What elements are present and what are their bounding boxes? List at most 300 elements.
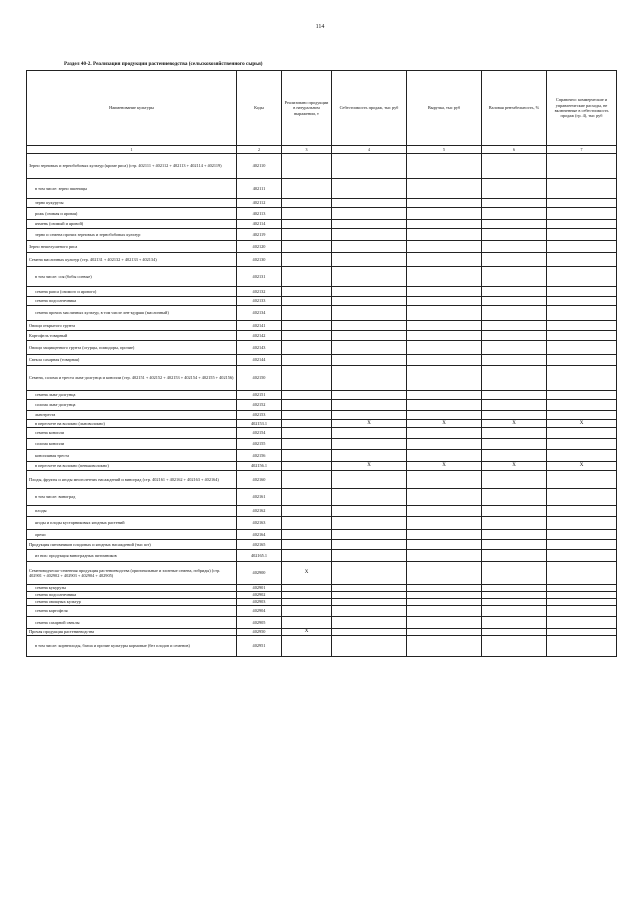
empty-cell xyxy=(282,606,332,617)
empty-cell xyxy=(282,241,332,253)
empty-cell xyxy=(547,297,617,306)
empty-cell xyxy=(547,391,617,400)
empty-cell xyxy=(407,629,482,636)
empty-cell xyxy=(282,428,332,439)
row-code: 402905 xyxy=(237,617,282,629)
empty-cell xyxy=(547,341,617,355)
col-header-volume: Реализовано продукции в натуральном выражении, т xyxy=(282,71,332,146)
empty-cell xyxy=(547,550,617,562)
empty-cell xyxy=(547,253,617,267)
empty-cell xyxy=(332,366,407,391)
empty-cell xyxy=(482,321,547,331)
empty-cell xyxy=(282,331,332,341)
row-name: семена рапса (озимого и ярового) xyxy=(27,287,237,297)
empty-cell xyxy=(282,321,332,331)
empty-cell xyxy=(482,306,547,321)
empty-cell xyxy=(482,562,547,585)
empty-cell xyxy=(407,540,482,550)
empty-cell xyxy=(282,306,332,321)
empty-cell xyxy=(547,592,617,599)
row-name: в том числе: зерно пшеницы xyxy=(27,179,237,199)
row-name: семена подсолнечника xyxy=(27,297,237,306)
row-name: Семена, солома и треста льна-долгунца и конопли (стр. 402151 + 402152 + 402153 + 402154 + 402155 + 402156) xyxy=(27,366,237,391)
row-name: Продукция питомников плодовых и ягодных насаждений (тыс шт) xyxy=(27,540,237,550)
row-code: 402133 xyxy=(237,297,282,306)
empty-cell xyxy=(407,267,482,287)
row-code: 402114 xyxy=(237,220,282,229)
row-name: зерно кукурузы xyxy=(27,199,237,208)
empty-cell xyxy=(482,530,547,540)
empty-cell xyxy=(332,562,407,585)
empty-cell xyxy=(282,253,332,267)
empty-cell xyxy=(482,400,547,411)
row-code: 402155 xyxy=(237,439,282,450)
empty-cell xyxy=(547,321,617,331)
row-name: в пересчете на волокно (пеньковолокно) xyxy=(27,462,237,471)
row-code: 402901 xyxy=(237,585,282,592)
empty-cell xyxy=(282,462,332,471)
row-name: семена конопли xyxy=(27,428,237,439)
table-row xyxy=(27,411,617,420)
col-number: 3 xyxy=(282,146,332,154)
empty-cell xyxy=(482,540,547,550)
empty-cell xyxy=(547,439,617,450)
empty-cell xyxy=(282,506,332,517)
empty-cell xyxy=(482,267,547,287)
table-row xyxy=(27,550,617,562)
empty-cell xyxy=(547,530,617,540)
empty-cell xyxy=(282,540,332,550)
empty-cell xyxy=(407,428,482,439)
empty-cell xyxy=(407,617,482,629)
col-header-margin: Валовая рентабельность, % xyxy=(482,71,547,146)
row-code: 402156.1 xyxy=(237,462,282,471)
empty-cell xyxy=(332,450,407,462)
empty-cell xyxy=(407,306,482,321)
col-number: 7 xyxy=(547,146,617,154)
row-code: 402154 xyxy=(237,428,282,439)
empty-cell xyxy=(332,297,407,306)
empty-cell xyxy=(407,321,482,331)
empty-cell xyxy=(482,439,547,450)
empty-cell xyxy=(407,179,482,199)
empty-cell xyxy=(482,450,547,462)
empty-cell xyxy=(282,439,332,450)
empty-cell xyxy=(282,530,332,540)
row-code: 402110 xyxy=(237,154,282,179)
empty-cell xyxy=(482,297,547,306)
row-code: 402112 xyxy=(237,199,282,208)
empty-cell xyxy=(407,287,482,297)
empty-cell xyxy=(282,154,332,179)
empty-cell xyxy=(547,287,617,297)
empty-cell xyxy=(482,366,547,391)
row-name: Зерно зерновых и зернобобовых культур (кроме риса) (стр. 402111 + 402112 + 402113 + 402114 + 402119) xyxy=(27,154,237,179)
empty-cell xyxy=(332,331,407,341)
empty-cell xyxy=(332,506,407,517)
empty-cell xyxy=(332,592,407,599)
table-row xyxy=(27,489,617,506)
column-number-row xyxy=(27,146,617,154)
table-row xyxy=(27,355,617,366)
table-row xyxy=(27,540,617,550)
empty-cell xyxy=(482,629,547,636)
empty-cell xyxy=(332,229,407,241)
empty-cell xyxy=(332,550,407,562)
empty-cell xyxy=(332,400,407,411)
empty-cell xyxy=(547,506,617,517)
empty-cell xyxy=(282,229,332,241)
row-code: 402164 xyxy=(237,530,282,540)
empty-cell xyxy=(332,428,407,439)
x-mark: Х xyxy=(332,462,407,471)
empty-cell xyxy=(407,517,482,530)
empty-cell xyxy=(332,489,407,506)
empty-cell xyxy=(332,154,407,179)
empty-cell xyxy=(332,241,407,253)
table-row xyxy=(27,154,617,179)
table-row xyxy=(27,462,617,471)
empty-cell xyxy=(547,411,617,420)
empty-cell xyxy=(547,208,617,220)
empty-cell xyxy=(547,562,617,585)
row-name: рожь (озимая и яровая) xyxy=(27,208,237,220)
table-row xyxy=(27,599,617,606)
empty-cell xyxy=(482,489,547,506)
empty-cell xyxy=(407,530,482,540)
table-row xyxy=(27,321,617,331)
empty-cell xyxy=(547,366,617,391)
empty-cell xyxy=(332,530,407,540)
empty-cell xyxy=(332,617,407,629)
empty-cell xyxy=(482,154,547,179)
empty-cell xyxy=(332,321,407,331)
empty-cell xyxy=(547,428,617,439)
empty-cell xyxy=(282,420,332,428)
empty-cell xyxy=(407,366,482,391)
empty-cell xyxy=(547,450,617,462)
row-code: 402152 xyxy=(237,400,282,411)
empty-cell xyxy=(332,287,407,297)
x-mark: Х xyxy=(332,420,407,428)
col-header-code: Коды xyxy=(237,71,282,146)
row-code: 402950 xyxy=(237,629,282,636)
empty-cell xyxy=(547,220,617,229)
empty-cell xyxy=(547,617,617,629)
section-title: Раздел 40-2. Реализация продукции растениеводства (сельскохозяйственного сырья) xyxy=(64,61,263,67)
empty-cell xyxy=(332,540,407,550)
row-code: 402161 xyxy=(237,489,282,506)
row-code: 402131 xyxy=(237,267,282,287)
table-row xyxy=(27,331,617,341)
table-row xyxy=(27,306,617,321)
table-row xyxy=(27,617,617,629)
empty-cell xyxy=(407,297,482,306)
empty-cell xyxy=(282,636,332,657)
empty-cell xyxy=(547,599,617,606)
empty-cell xyxy=(282,199,332,208)
empty-cell xyxy=(407,489,482,506)
empty-cell xyxy=(332,517,407,530)
empty-cell xyxy=(282,592,332,599)
empty-cell xyxy=(482,287,547,297)
empty-cell xyxy=(482,241,547,253)
empty-cell xyxy=(547,585,617,592)
empty-cell xyxy=(547,267,617,287)
table-row xyxy=(27,287,617,297)
empty-cell xyxy=(282,366,332,391)
empty-cell xyxy=(482,208,547,220)
empty-cell xyxy=(332,179,407,199)
table-row xyxy=(27,439,617,450)
row-code: 402900 xyxy=(237,562,282,585)
empty-cell xyxy=(547,606,617,617)
row-code: 402904 xyxy=(237,606,282,617)
row-name: льнотреста xyxy=(27,411,237,420)
empty-cell xyxy=(407,471,482,489)
row-code: 402165 xyxy=(237,540,282,550)
row-name: в том числе: виноград xyxy=(27,489,237,506)
table-row xyxy=(27,606,617,617)
row-name: Семена масличных культур (стр. 402131 + 402132 + 402133 + 402134) xyxy=(27,253,237,267)
empty-cell xyxy=(407,220,482,229)
empty-cell xyxy=(482,391,547,400)
empty-cell xyxy=(482,617,547,629)
empty-cell xyxy=(482,599,547,606)
empty-cell xyxy=(282,341,332,355)
empty-cell xyxy=(482,506,547,517)
row-code: 402156 xyxy=(237,450,282,462)
empty-cell xyxy=(282,220,332,229)
table-row xyxy=(27,241,617,253)
row-code: 402165.1 xyxy=(237,550,282,562)
empty-cell xyxy=(547,489,617,506)
row-code: 402111 xyxy=(237,179,282,199)
empty-cell xyxy=(282,489,332,506)
row-code: 402903 xyxy=(237,599,282,606)
col-number: 5 xyxy=(407,146,482,154)
row-name: Плоды, фрукты и ягоды многолетних насаждений и виноград (стр. 402161 + 402162 + 402163 + 402164) xyxy=(27,471,237,489)
col-number: 1 xyxy=(27,146,237,154)
x-mark: Х xyxy=(547,420,617,428)
empty-cell xyxy=(282,450,332,462)
x-mark: Х xyxy=(482,462,547,471)
empty-cell xyxy=(407,208,482,220)
row-code: 402142 xyxy=(237,331,282,341)
empty-cell xyxy=(407,241,482,253)
empty-cell xyxy=(482,355,547,366)
row-name: из них: продукция виноградных питомников xyxy=(27,550,237,562)
col-header-cost: Себестоимость продаж, тыс руб xyxy=(332,71,407,146)
row-name: семена картофеля xyxy=(27,606,237,617)
empty-cell xyxy=(407,606,482,617)
table-row xyxy=(27,341,617,355)
table-row xyxy=(27,530,617,540)
empty-cell xyxy=(482,517,547,530)
row-name: Картофель товарный xyxy=(27,331,237,341)
empty-cell xyxy=(407,253,482,267)
table-row xyxy=(27,562,617,585)
table-row xyxy=(27,253,617,267)
empty-cell xyxy=(332,267,407,287)
row-code: 402153.1 xyxy=(237,420,282,428)
empty-cell xyxy=(332,585,407,592)
empty-cell xyxy=(407,592,482,599)
row-name: солома конопли xyxy=(27,439,237,450)
empty-cell xyxy=(482,411,547,420)
col-header-revenue: Выручка, тыс руб xyxy=(407,71,482,146)
empty-cell xyxy=(332,355,407,366)
empty-cell xyxy=(332,253,407,267)
row-name: Свекла сахарная (товарная) xyxy=(27,355,237,366)
empty-cell xyxy=(407,391,482,400)
empty-cell xyxy=(407,585,482,592)
empty-cell xyxy=(332,208,407,220)
empty-cell xyxy=(282,585,332,592)
empty-cell xyxy=(482,606,547,617)
row-name: семена кукурузы xyxy=(27,585,237,592)
empty-cell xyxy=(407,636,482,657)
empty-cell xyxy=(482,331,547,341)
row-code: 402130 xyxy=(237,253,282,267)
empty-cell xyxy=(482,179,547,199)
empty-cell xyxy=(407,229,482,241)
table-row xyxy=(27,636,617,657)
x-mark: Х xyxy=(282,562,332,585)
col-number: 6 xyxy=(482,146,547,154)
row-code: 402951 xyxy=(237,636,282,657)
table-row xyxy=(27,517,617,530)
table-row xyxy=(27,179,617,199)
empty-cell xyxy=(332,391,407,400)
x-mark: Х xyxy=(482,420,547,428)
row-name: семена льна-долгунца xyxy=(27,391,237,400)
table-row xyxy=(27,267,617,287)
empty-cell xyxy=(282,400,332,411)
x-mark: Х xyxy=(282,629,332,636)
table-body xyxy=(27,154,617,657)
empty-cell xyxy=(407,550,482,562)
empty-cell xyxy=(547,629,617,636)
row-code: 402141 xyxy=(237,321,282,331)
empty-cell xyxy=(282,287,332,297)
empty-cell xyxy=(282,208,332,220)
empty-cell xyxy=(407,199,482,208)
empty-cell xyxy=(407,411,482,420)
empty-cell xyxy=(332,341,407,355)
col-number: 2 xyxy=(237,146,282,154)
row-name: семена прочих масличных культур, в том числе лен-кудряш (масличный) xyxy=(27,306,237,321)
row-name: орехи xyxy=(27,530,237,540)
table-row xyxy=(27,297,617,306)
empty-cell xyxy=(547,241,617,253)
empty-cell xyxy=(282,411,332,420)
row-name: Семеноводческо-семенная продукция растениеводства (оригинальные и элитные семена, гибриды) (стр. 402901 + 402902 + 402903 + 402904 + 402905) xyxy=(27,562,237,585)
row-name: ягоды и плоды кустарниковых ягодных растений xyxy=(27,517,237,530)
table-row xyxy=(27,229,617,241)
row-code: 402902 xyxy=(237,592,282,599)
header-row xyxy=(27,71,617,146)
x-mark: Х xyxy=(407,462,482,471)
empty-cell xyxy=(482,220,547,229)
empty-cell xyxy=(482,199,547,208)
empty-cell xyxy=(282,297,332,306)
empty-cell xyxy=(282,599,332,606)
empty-cell xyxy=(282,550,332,562)
empty-cell xyxy=(547,355,617,366)
col-number: 4 xyxy=(332,146,407,154)
table-row xyxy=(27,428,617,439)
row-code: 402150 xyxy=(237,366,282,391)
table-row xyxy=(27,366,617,391)
table-row xyxy=(27,506,617,517)
row-name: солома льна-долгунца xyxy=(27,400,237,411)
x-mark: Х xyxy=(407,420,482,428)
row-name: семена подсолнечника xyxy=(27,592,237,599)
empty-cell xyxy=(282,179,332,199)
row-code: 402132 xyxy=(237,287,282,297)
row-code: 402144 xyxy=(237,355,282,366)
row-code: 402119 xyxy=(237,229,282,241)
empty-cell xyxy=(482,229,547,241)
empty-cell xyxy=(547,154,617,179)
row-code: 402160 xyxy=(237,471,282,489)
table-row xyxy=(27,391,617,400)
table-row xyxy=(27,471,617,489)
empty-cell xyxy=(547,636,617,657)
empty-cell xyxy=(407,341,482,355)
empty-cell xyxy=(547,229,617,241)
empty-cell xyxy=(282,355,332,366)
empty-cell xyxy=(547,199,617,208)
empty-cell xyxy=(547,540,617,550)
empty-cell xyxy=(407,450,482,462)
row-name: семена сахарной свеклы xyxy=(27,617,237,629)
table-row xyxy=(27,592,617,599)
table-row xyxy=(27,629,617,636)
row-name: Овощи защищенного грунта (огурцы, помидоры, прочие) xyxy=(27,341,237,355)
empty-cell xyxy=(482,471,547,489)
empty-cell xyxy=(332,411,407,420)
empty-cell xyxy=(282,267,332,287)
empty-cell xyxy=(332,629,407,636)
empty-cell xyxy=(407,331,482,341)
row-name: ячмень (озимый и яровой) xyxy=(27,220,237,229)
row-name: зерно и семена прочих зерновых и зернобобовых культур xyxy=(27,229,237,241)
row-name: Зерно нешелушеного риса xyxy=(27,241,237,253)
empty-cell xyxy=(282,617,332,629)
row-code: 402113 xyxy=(237,208,282,220)
row-name: конопляная треста xyxy=(27,450,237,462)
empty-cell xyxy=(482,341,547,355)
table-row xyxy=(27,208,617,220)
sales-table xyxy=(26,70,617,657)
row-code: 402151 xyxy=(237,391,282,400)
empty-cell xyxy=(407,599,482,606)
row-name: в том числе: корнеплоды, бахча и прочие культуры кормовые (без плодов и семенов) xyxy=(27,636,237,657)
empty-cell xyxy=(332,439,407,450)
empty-cell xyxy=(547,517,617,530)
row-name: Прочая продукция растениеводства xyxy=(27,629,237,636)
empty-cell xyxy=(407,355,482,366)
empty-cell xyxy=(282,391,332,400)
empty-cell xyxy=(332,636,407,657)
empty-cell xyxy=(332,220,407,229)
row-code: 402120 xyxy=(237,241,282,253)
empty-cell xyxy=(332,599,407,606)
col-header-name: Наименование культуры xyxy=(27,71,237,146)
row-name: в пересчете на волокно (льноволокно) xyxy=(27,420,237,428)
